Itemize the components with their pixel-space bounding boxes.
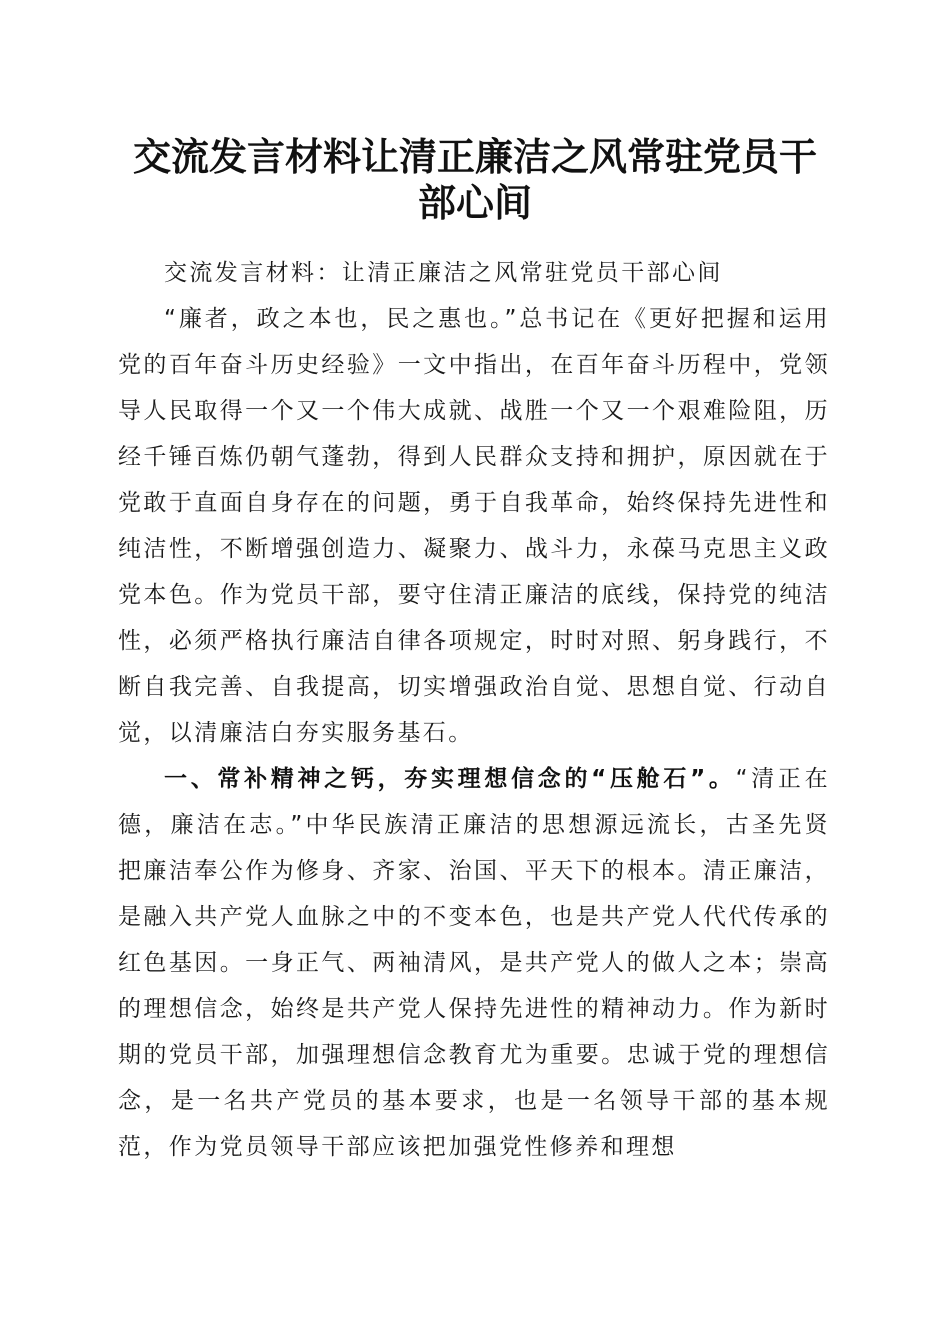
section-text: “清正在德，廉洁在志。”中华民族清正廉洁的思想源远流长，古圣先贤把廉洁奉公作为修身、齐家、治国、平天下的根本。清正廉洁，是融入共产党人血脉之中的不变本色，也是共产党人代代传承的红色基因。一身正气、两袖清风，是共产党人的做人之本；崇高的理想信念，始终是共产党人保持先进性的精神动力。作为新时期的党员干部，加强理想信念教育尤为重要。忠诚于党的理想信念，是一名共产党员的基本要求，也是一名领导干部的基本规范，作为党员领导干部应该把加强党性修养和理想 [118,766,830,1160]
intro-paragraph: 交流发言材料：让清正廉洁之风常驻党员干部心间 [164,260,723,286]
body-paragraph: “廉者，政之本也，民之惠也。”总书记在《更好把握和运用党的百年奋斗历史经验》一文中指出，在百年奋斗历程中，党领导人民取得一个又一个伟大成就、战胜一个又一个艰难险阻，历经千锤百炼仍朝气蓬勃，得到人民群众支持和拥护，原因就在于党敢于直面自身存在的问题，勇于自我革命，始终保持先进性和纯洁性，不断增强创造力、凝聚力、战斗力，永葆马克思主义政党本色。作为党员干部，要守住清正廉洁的底线，保持党的纯洁性，必须严格执行廉洁自律各项规定，时时对照、躬身践行，不断自我完善、自我提高，切实增强政治自觉、思想自觉、行动自觉，以清廉洁白夯实服务基石。 [118,306,830,746]
section-heading: 一、常补精神之钙，夯实理想信念的“压舱石”。 [164,766,736,792]
document-title: 交流发言材料让清正廉洁之风常驻党员干部心间 [132,134,817,225]
document-body [118,250,830,1170]
section-paragraph [118,756,830,1170]
